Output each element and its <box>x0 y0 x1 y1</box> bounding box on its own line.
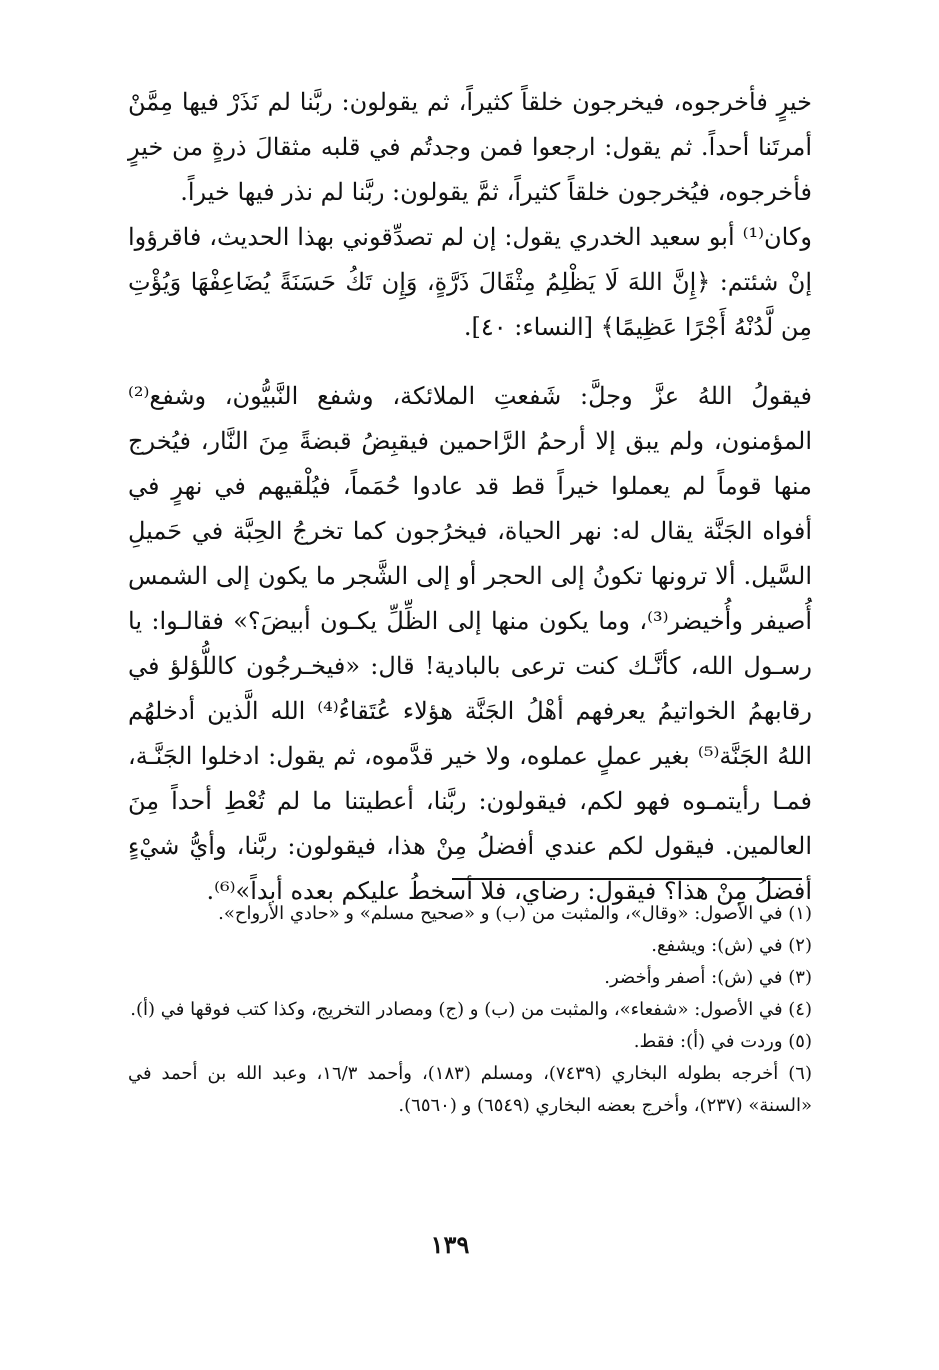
footnote-6: (٦) أخرجه بطوله البخاري (٧٤٣٩)، ومسلم (١٨٣)، وأحمد ١٦/٣، وعبد الله بن أحمد في «السنة» (٢٣٧)، وأخرج بعضه البخاري (٦٥٤٩) و (٦٥٦٠). <box>128 1063 812 1116</box>
paragraph-3: فيقولُ اللهُ عزَّ وجلَّ: شَفعتِ الملائكة، وشفع النَّبيُّون، وشفع⁽²⁾ المؤمنون، ولم يبق إلا أرحمُ الرَّاحمين فيقبِضُ قبضةً مِنَ النَّار، فيُخرج منها قوماً لم يعملوا خيراً قط قد عادوا حُمَماً، فيُلْقيهم في نهرٍ في أفواه الجَنَّة يقال له: نهر الحياة، فيخرُجون كما تخرجُ الحِبَّة في حَميلِ السَّيل. ألا ترونها تكونُ إلى الحجر أو إلى الشَّجر ما يكون إلى الشمس أُصيفر وأُخيضر⁽³⁾، وما يكون منها إلى الظِّلِّ يكـون أبيضَ؟» فقالـوا: يا رسـول الله، كأنَّـك كنت ترعى بالبادية! قال: «فيخـرجُون كاللُّؤلؤ في رقابهمُ الخواتيمُ يعرفهم أهْلُ الجَنَّة هؤلاء عُتَقاءُ⁽⁴⁾ الله الَّذين أدخلهُم اللهُ الجَنَّة⁽⁵⁾ بغير عملٍ عملوه، ولا خير قدَّموه، ثم يقول: ادخلوا الجَنَّـة، فمـا رأيتمـوه فهو لكم، فيقولون: ربَّنا، أعطيتنا ما لم تُعْطِ أحداً مِنَ العالمين. فيقول لكم عندي أفضلُ مِنْ هذا، فيقولون: ربَّنا، وأيُّ شيْءٍ أفضلُ مِنْ هذا؟ فيقول: رضاي، فلا أسخطُ عليكم بعده أبداً»⁽⁶⁾. <box>128 382 812 905</box>
footnote-1: (١) في الأصول: «وقال»، والمثبت من (ب) و «صحيح مسلم» و «حادي الأرواح». <box>218 903 812 924</box>
footnote-5: (٥) وردت في (أ): فقط. <box>633 1031 812 1052</box>
page-number: ١٣٩ <box>430 1230 470 1259</box>
footnote-separator <box>452 878 802 880</box>
footnotes <box>128 898 812 1122</box>
footnote-4: (٤) في الأصول: «شفعاء»، والمثبت من (ب) و (ج) ومصادر التخريج، وكذا كتب فوقها في (أ). <box>130 999 812 1020</box>
main-text <box>128 80 812 914</box>
footnote-3: (٣) في (ش): أصفر وأخضر. <box>604 967 812 988</box>
footnote-2: (٢) في (ش): ويشفع. <box>651 935 812 956</box>
paragraph-1: خيرٍ فأخرجوه، فيخرجون خلقاً كثيراً، ثم يقولون: ربَّنا لم نَذَرْ فيها مِمَّنْ أمرتَنا أحداً. ثم يقول: ارجعوا فمن وجدتُم في قلبه مثقالَ ذرةٍ من خيرٍ فأخرجوه، فيُخرجون خلقاً كثيراً، ثمَّ يقولون: ربَّنا لم نذر فيها خيراً. <box>128 88 812 206</box>
paragraph-2: وكان⁽¹⁾ أبو سعيد الخدري يقول: إن لم تصدِّقوني بهذا الحديث، فاقرؤوا إنْ شئتم: ﴿إِنَّ اللهَ لَا يَظْلِمُ مِثْقَالَ ذَرَّةٍ، وَإِن تَكُ حَسَنَةً يُضَاعِفْهَا وَيُؤْتِ مِن لَّدُنْهُ أَجْرًا عَظِيمًا﴾ [النساء: ٤٠]. <box>128 223 812 341</box>
